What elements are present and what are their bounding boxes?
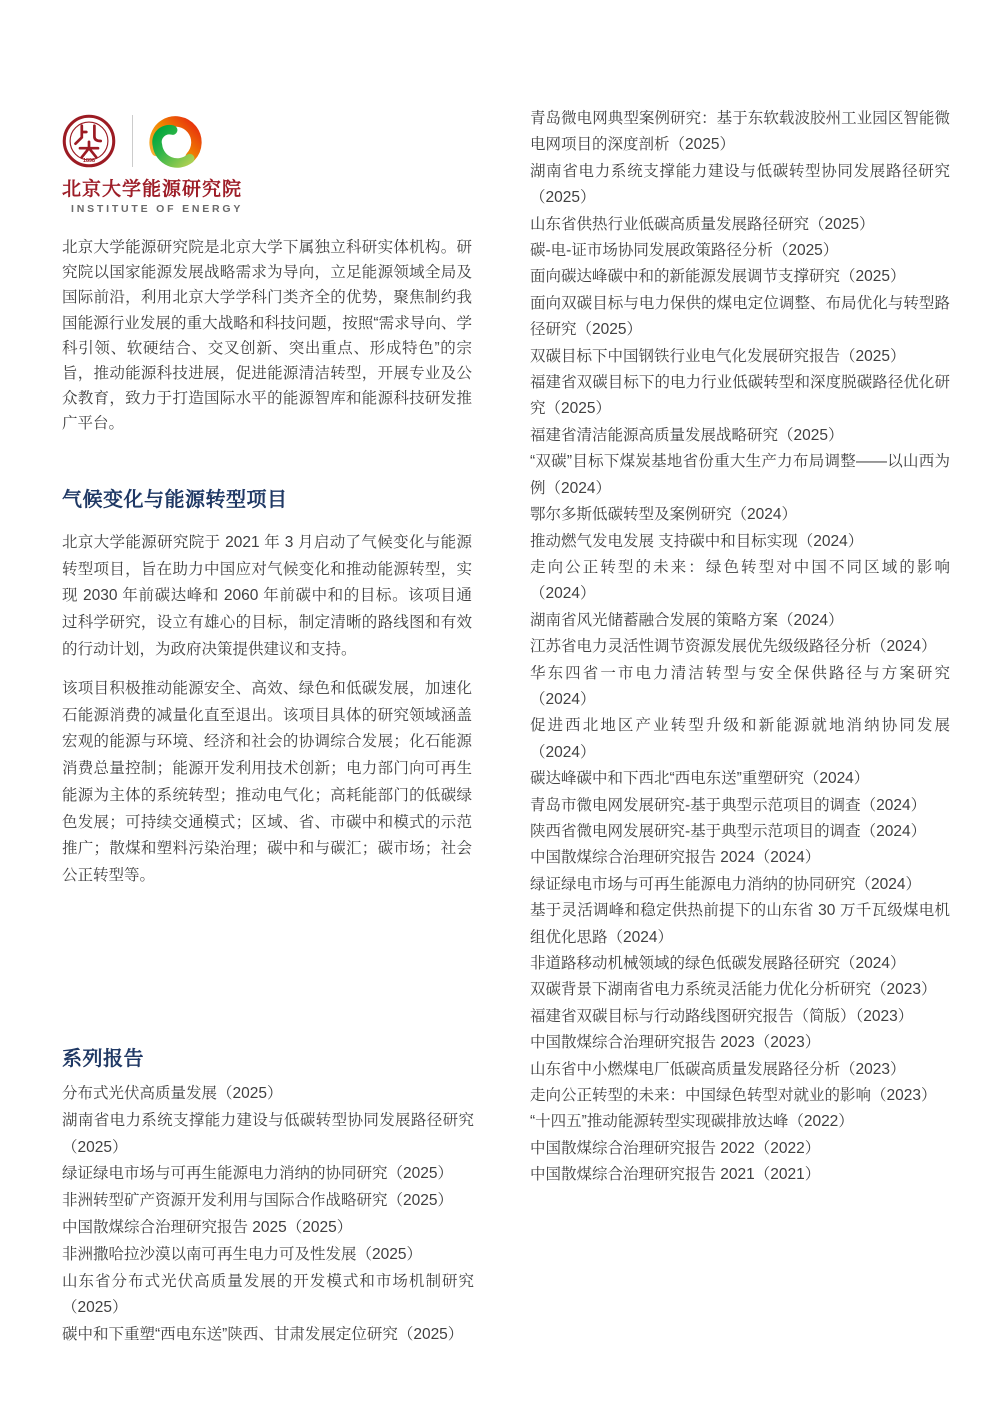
report-list-item: 福建省双碳目标与行动路线图研究报告（简版）（2023） (530, 1007, 914, 1025)
report-list-item: 青岛微电网典型案例研究：基于东软载波胶州工业园区智能微电网项目的深度剖析（2025） (530, 110, 950, 154)
report-list-item: 中国散煤综合治理研究报告 2022（2022） (530, 1139, 821, 1157)
report-list-item: 走向公正转型的未来：中国绿色转型对就业的影响（2023） (530, 1087, 937, 1105)
institute-name-cn: 北京大学能源研究院 (62, 179, 243, 200)
energy-swirl-icon (147, 113, 204, 170)
report-list-item: “双碳”目标下煤炭基地省份重大生产力布局调整——以山西为例（2024） (530, 453, 950, 497)
report-list-item: 分布式光伏高质量发展（2025） (62, 1085, 283, 1102)
report-list-item: 山东省供热行业低碳高质量发展路径研究（2025） (530, 215, 875, 233)
report-list-item: 非道路移动机械领域的绿色低碳发展路径研究（2024） (530, 955, 906, 972)
report-list-item: 青岛市微电网发展研究-基于典型示范项目的调查（2024） (530, 796, 927, 814)
logo-row (62, 112, 322, 170)
logo-divider (132, 115, 133, 167)
report-list-item: 绿证绿电市场与可再生能源电力消纳的协同研究（2025） (62, 1165, 453, 1183)
report-list-item: 双碳背景下湖南省电力系统灵活能力优化分析研究（2023） (530, 981, 937, 999)
institute-logo (62, 112, 322, 216)
report-list-item: 湖南省风光储蓄融合发展的策略方案（2024） (530, 611, 844, 629)
report-list-item: 促进西北地区产业转型升级和新能源就地消纳协同发展（2024） (530, 717, 950, 761)
report-list-item: “十四五”推动能源转型实现碳排放达峰（2022） (530, 1113, 854, 1131)
report-list-right (530, 106, 950, 1189)
pku-seal-icon (62, 114, 116, 168)
report-list-item: 陕西省微电网发展研究-基于典型示范项目的调查（2024） (530, 822, 927, 840)
report-list-item: 绿证绿电市场与可再生能源电力消纳的协同研究（2024） (530, 875, 921, 893)
report-list-item: 华东四省一市电力清洁转型与安全保供路径与方案研究（2024） (530, 664, 950, 708)
report-list-item: 推动燃气发电发展 支持碳中和目标实现（2024） (530, 532, 864, 550)
report-list-item: 双碳目标下中国钢铁行业电气化发展研究报告（2025） (530, 347, 906, 365)
report-list-item: 碳达峰碳中和下西北“西电东送”重塑研究（2024） (530, 770, 870, 788)
report-list-item: 江苏省电力灵活性调节资源发展优先级级路径分析（2024） (530, 638, 937, 656)
report-list-item: 福建省清洁能源高质量发展战略研究（2025） (530, 426, 844, 444)
report-list-item: 鄂尔多斯低碳转型及案例研究（2024） (530, 506, 797, 524)
report-list-item: 山东省中小燃煤电厂低碳高质量发展路径分析（2023） (530, 1060, 906, 1078)
institute-name-en: INSTITUTE OF ENERGY (71, 203, 244, 215)
report-list-item: 中国散煤综合治理研究报告 2025（2025） (62, 1218, 353, 1236)
report-list-left (62, 1081, 474, 1349)
report-list-item: 中国散煤综合治理研究报告 2024（2024） (530, 849, 821, 867)
report-list-item: 面向双碳目标与电力保供的煤电定位调整、布局优化与转型路径研究（2025） (530, 294, 950, 339)
project-paragraph-1: 北京大学能源研究院于 2021 年 3 月启动了气候变化与能源转型项目，旨在助力中国应对气候变化和推动能源转型，实现 2030 年前碳达峰和 2060 年前碳中和的目标。该项目通过科学研究，设立有雄心的目标，制定清晰的路线图和有效的行动计划，为政府决策提供建议和支持。 (62, 534, 472, 658)
report-list-item: 碳-电-证市场协同发展政策路径分析（2025） (530, 242, 839, 260)
section-title-series-reports: 系列报告 (62, 1048, 144, 1070)
report-list-item: 湖南省电力系统支撑能力建设与低碳转型协同发展路径研究（2025） (530, 162, 950, 207)
report-list-item: 面向碳达峰碳中和的新能源发展调节支撑研究（2025） (530, 268, 906, 286)
project-paragraph-2: 该项目积极推动能源安全、高效、绿色和低碳发展，加速化石能源消费的减量化直至退出。该项目具体的研究领域涵盖宏观的能源与环境、经济和社会的协调综合发展；化石能源消费总量控制；能源开发利用技术创新；电力部门向可再生能源为主体的系统转型；推动电气化；高耗能部门的低碳绿色发展；可持续交通模式；区域、省、市碳中和模式的示范推广；散煤和塑料污染治理；碳中和与碳汇；碳市场；社会公正转型等。 (62, 680, 472, 884)
seal-year: 1898 (83, 158, 95, 165)
report-list-item: 非洲转型矿产资源开发利用与国际合作战略研究（2025） (62, 1192, 453, 1210)
report-list-item: 非洲撒哈拉沙漠以南可再生电力可及性发展（2025） (62, 1245, 422, 1263)
section-title-climate-project: 气候变化与能源转型项目 (62, 489, 288, 511)
report-list-item: 中国散煤综合治理研究报告 2023（2023） (530, 1034, 821, 1052)
report-list-item: 碳中和下重塑“西电东送”陕西、甘肃发展定位研究（2025） (62, 1326, 464, 1344)
report-list-item: 湖南省电力系统支撑能力建设与低碳转型协同发展路径研究（2025） (62, 1111, 474, 1156)
report-list-item: 中国散煤综合治理研究报告 2021（2021） (530, 1166, 821, 1184)
report-list-item: 走向公正转型的未来：绿色转型对中国不同区域的影响（2024） (530, 558, 950, 603)
report-list-item: 福建省双碳目标下的电力行业低碳转型和深度脱碳路径优化研究（2025） (530, 374, 950, 418)
report-list-item: 基于灵活调峰和稳定供热前提下的山东省 30 万千瓦级煤电机组优化思路（2024） (530, 902, 950, 946)
intro-paragraph: 北京大学能源研究院是北京大学下属独立科研实体机构。研究院以国家能源发展战略需求为导向，立足能源领域全局及国际前沿，利用北京大学学科门类齐全的优势，聚焦制约我国能源行业发展的重大战略和科技问题，按照“需求导向、学科引领、软硬结合、交叉创新、突出重点、形成特色”的宗旨，推动能源科技进展，促进能源清洁转型，开展专业及公众教育，致力于打造国际水平的能源智库和能源科技研发推广平台。 (62, 239, 472, 433)
report-list-item: 山东省分布式光伏高质量发展的开发模式和市场机制研究（2025） (62, 1272, 474, 1317)
